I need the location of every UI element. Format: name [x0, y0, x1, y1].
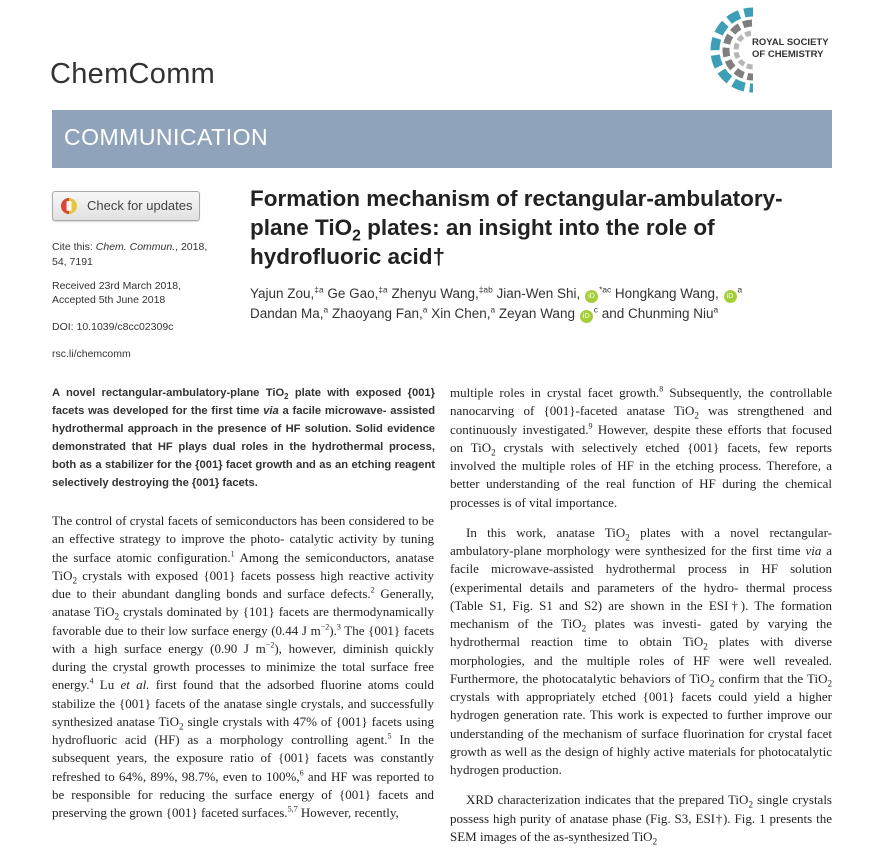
check-updates-icon [60, 197, 78, 215]
logo-text-line2: OF CHEMISTRY [752, 49, 824, 60]
article-type-label: COMMUNICATION [64, 124, 269, 150]
article-title: Formation mechanism of rectangular-ambulatory- plane TiO$_2$ plates: an insight into the role of hydrofluoric acid† [250, 186, 783, 269]
check-for-updates-label: Check for updates [87, 198, 193, 213]
abstract: A novel rectangular-ambulatory-plane TiO$_2$ plate with exposed {001} facets was developed for the first time via a facile microwave- assisted hydrothermal approach in the presence of HF solution. Solid evidence demonstrated that HF plays dual roles in the hydrothermal process, both as a stabilizer for the {001} facet growth and as an etching reagent selectively destroying the {001} facets. [52, 387, 436, 489]
body-paragraph: The control of crystal facets of semiconductors has been considered to be an effective strategy to improve the photo- catalytic activity by tuning the surface atomic configuration.$^1$ Among the semiconductors, anatase TiO$_2$ crystals with exposed {001} facets possess high reactive activity due to their abundant dangling bonds and surface defects.$^2$ Generally, anatase TiO$_2$ crystals dominated by {101} facets are thermodynamically favorable due to their low surface energy (0.44 J $m^{-2}).^3$ The {001} facets with a high surface energy (0.90 J $m^{-2}$), however, diminish quickly during the crystal growth processes to minimize the total surface free energy.$^4$ Lu et al. first found that the adsorbed fluorine atoms could stabilize the {001} facets of the anatase single crystals, and successfully synthesized anatase TiO$_2$ single crystals with 47% of {001} facets using hydrofluoric acid (HF) as a morphology controlling agent.$^5$ In the subsequent years, the exposure ratio of {001} facets was constantly refreshed to 64%, 89%, 98.7%, even to 100%,$^6$ and HF was reported to be responsible for reducing the surface energy of {001} facets and preserving the grown {001} faceted surfaces.$^{5,7}$ However, recently, [52, 513, 435, 820]
citation: Cite this: Chem. Commun., 2018, 54, 7191 [52, 241, 208, 268]
journal-name: ChemComm [50, 58, 216, 90]
body-text-right-column [450, 384, 832, 846]
cite-volume-pages: 54, 7191 [52, 256, 93, 268]
cite-journal: Chem. Commun. [95, 241, 176, 253]
orcid-icon[interactable]: iD [585, 290, 598, 303]
royal-society-of-chemistry-logo [708, 5, 858, 95]
orcid-icon[interactable]: iD [724, 290, 737, 303]
body-paragraph: multiple roles in crystal facet growth.$^8$ Subsequently, the controllable nanocarving of {001}-faceted anatase TiO$_2$ was strengthened and continuously investigated.$^9$ However, despite these efforts that focused on TiO$_2$ crystals with selectively etched {001} facets, few reports involved the multiple roles of HF in the etching process. Therefore, a better understanding of the real function of HF during the chemical processes is of vital importance. [450, 384, 833, 510]
check-for-updates-button[interactable] [52, 191, 200, 221]
logo-text-line1: ROYAL SOCIETY [752, 37, 829, 48]
body-paragraph: In this work, anatase TiO$_2$ plates with a novel rectangular- ambulatory-plane morphology were synthesized for the first time via a facile microwave-assisted hydrothermal process in HF solution (experimental details and parameters of the hydro- thermal process (Table S1, Fig. S1 and S2) are shown in the ESI†). The formation mechanism of the TiO$_2$ plates was investi- gated by varying the hydrothermal reaction time to obtain TiO$_2$ plates with diverse morphologies, and the multiple roles of HF were well revealed. Furthermore, the photocatalytic behaviors of TiO$_2$ confirm that the TiO$_2$ crystals with appropriately etched {001} facets could yield a higher hydrogen generation rate. This work is expected to further improve our understanding of the mechanism of surface fluorination for crystal facet growth as well as the design of highly active materials for photocatalytic hydrogen production. [450, 524, 833, 777]
author-list: Yajun Zou,$^{\ddagger a}$ Ge Gao,$^{\ddagger a}$ Zhenyu Wang,$^{\ddagger ab}$ Jian-Wen Shi, $iD^{*ac}$ Hongkang Wang, $iD^a$ Dandan Ma,$^a$ Zhaoyang Fan,$^a$ Xin Chen,$^a$ Zeyan Wang $iD^c$ and Chunming Niu$^a$ [250, 284, 743, 321]
received-date: Received 23rd March 2018, [52, 280, 181, 292]
journal-url[interactable]: rsc.li/chemcomm [52, 348, 131, 360]
article-type-banner [52, 110, 832, 168]
accepted-date: Accepted 5th June 2018 [52, 294, 166, 306]
body-text-left-column [52, 512, 434, 822]
doi[interactable]: DOI: 10.1039/c8cc02309c [52, 321, 174, 333]
orcid-icon[interactable]: iD [580, 310, 593, 323]
body-paragraph: XRD characterization indicates that the prepared TiO$_2$ single crystals possess high purity of anatase phase (Fig. S3, ESI†). Fig. 1 presents the SEM images of the as-synthesized TiO$_2$ [450, 792, 832, 847]
